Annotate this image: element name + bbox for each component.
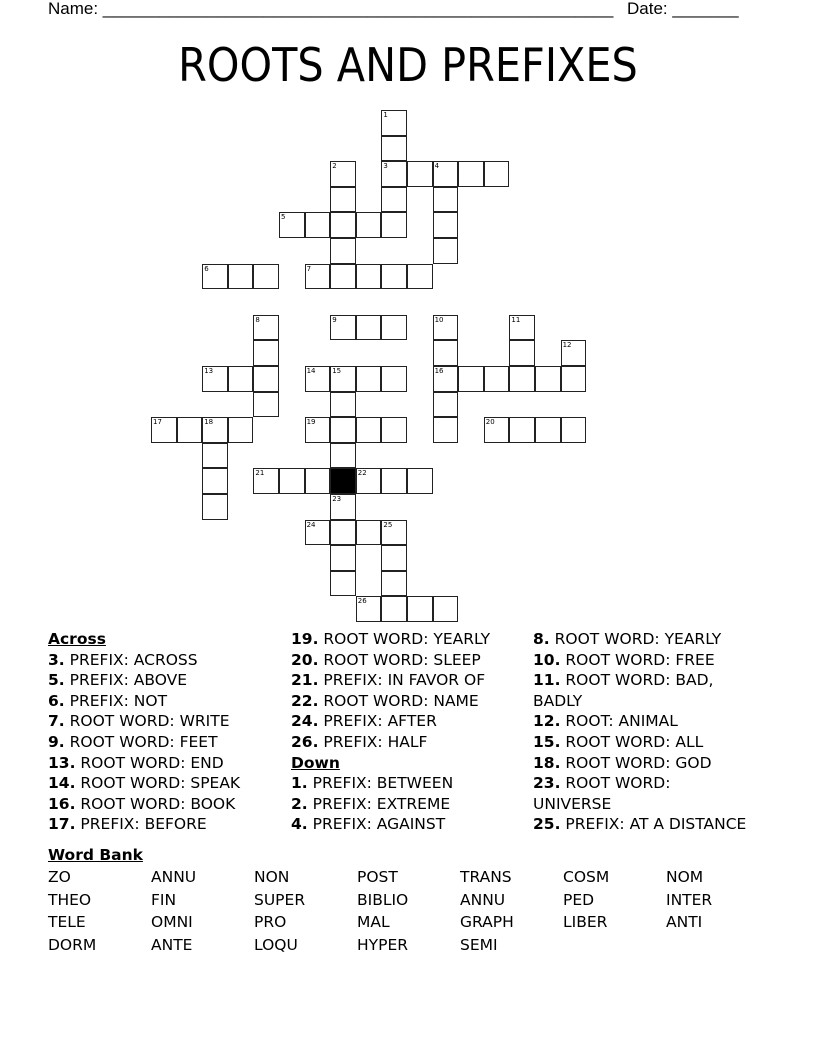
clue-down-12: 12. ROOT: ANIMAL: [533, 712, 678, 731]
cell-number: 24: [306, 520, 316, 529]
grid-cell[interactable]: [381, 596, 407, 622]
grid-cell[interactable]: [433, 596, 459, 622]
grid-cell[interactable]: [330, 264, 356, 290]
grid-cell[interactable]: [381, 545, 407, 571]
grid-cell[interactable]: [433, 161, 459, 187]
grid-cell[interactable]: [330, 443, 356, 469]
word-bank-item: LOQU: [254, 936, 298, 954]
grid-cell[interactable]: [253, 315, 279, 341]
clue-down-2: 2. PREFIX: EXTREME: [291, 794, 451, 813]
grid-cell[interactable]: [202, 264, 228, 290]
cell-number: 15: [332, 367, 342, 375]
grid-cell[interactable]: [330, 315, 356, 341]
grid-cell[interactable]: [279, 468, 305, 494]
grid-cell[interactable]: [305, 417, 331, 443]
cell-number: 17: [153, 418, 162, 427]
cell-number: 2: [332, 162, 337, 171]
clues-column-2: [291, 629, 531, 835]
grid-cell[interactable]: [356, 596, 382, 622]
grid-cell[interactable]: [381, 187, 407, 213]
clue-down-4: 4. PREFIX: AGAINST: [291, 815, 446, 834]
grid-cell[interactable]: [407, 161, 433, 187]
grid-cell[interactable]: [433, 417, 459, 443]
clue-down-10: 10. ROOT WORD: FREE: [533, 650, 715, 669]
clues-column-3: [533, 629, 763, 835]
grid-cell[interactable]: [330, 212, 356, 238]
word-bank-item: ANTI: [666, 913, 703, 931]
grid-cell[interactable]: [458, 366, 484, 392]
cell-number: 10: [434, 315, 444, 324]
grid-cell[interactable]: [484, 366, 510, 392]
grid-cell[interactable]: [561, 340, 587, 366]
grid-cell[interactable]: [330, 545, 356, 571]
grid-cell[interactable]: [330, 571, 356, 597]
clues-column-1: [48, 629, 288, 835]
grid-cell[interactable]: [509, 366, 535, 392]
grid-cell[interactable]: [253, 468, 279, 494]
clue-across-22: 22. ROOT WORD: NAME: [291, 691, 479, 710]
word-bank-item: SEMI: [460, 936, 498, 954]
cell-number: 6: [204, 264, 209, 273]
grid-cell[interactable]: [330, 238, 356, 264]
clue-down-1: 1. PREFIX: BETWEEN: [291, 774, 454, 793]
clue-down-15: 15. ROOT WORD: ALL: [533, 732, 704, 751]
grid-cell[interactable]: [177, 417, 203, 443]
clue-across-21: 21. PREFIX: IN FAVOR OF: [291, 671, 486, 690]
word-bank-item: DORM: [48, 936, 97, 954]
cell-number: 16: [434, 367, 444, 375]
word-bank-item: MAL: [357, 913, 390, 931]
word-bank-item: NOM: [666, 868, 704, 886]
cell-number: 13: [204, 367, 214, 375]
clue-down-23: 23. ROOT WORD: UNIVERSE: [533, 774, 671, 813]
word-bank-item: ZO: [48, 868, 71, 886]
grid-cell[interactable]: [381, 520, 407, 546]
grid-cell[interactable]: [202, 366, 228, 392]
clue-across-14: 14. ROOT WORD: SPEAK: [48, 774, 241, 793]
grid-cell[interactable]: [561, 366, 587, 392]
grid-cell[interactable]: [433, 212, 459, 238]
grid-cell[interactable]: [253, 392, 279, 418]
grid-cell[interactable]: [407, 264, 433, 290]
grid-cell[interactable]: [279, 212, 305, 238]
grid-cell[interactable]: [202, 443, 228, 469]
grid-cell[interactable]: [305, 520, 331, 546]
clue-down-25: 25. PREFIX: AT A DISTANCE: [533, 815, 747, 834]
grid-cell[interactable]: [381, 366, 407, 392]
clue-across-16: 16. ROOT WORD: BOOK: [48, 794, 236, 813]
grid-cell[interactable]: [433, 315, 459, 341]
clue-across-6: 6. PREFIX: NOT: [48, 691, 168, 710]
grid-cell[interactable]: [253, 340, 279, 366]
grid-cell[interactable]: [253, 264, 279, 290]
cell-number: 3: [383, 162, 388, 171]
grid-cell[interactable]: [305, 366, 331, 392]
grid-cell[interactable]: [330, 161, 356, 187]
grid-cell[interactable]: [330, 494, 356, 520]
grid-cell[interactable]: [433, 238, 459, 264]
black-cell: [330, 468, 356, 494]
cell-number: 23: [332, 495, 342, 503]
word-bank-item: POST: [357, 868, 398, 886]
grid-cell[interactable]: [381, 264, 407, 290]
word-bank-item: ANNU: [460, 891, 506, 909]
word-bank-item: ANTE: [151, 936, 193, 954]
grid-cell[interactable]: [381, 212, 407, 238]
clue-across-17: 17. PREFIX: BEFORE: [48, 815, 207, 834]
word-bank-item: ANNU: [151, 868, 197, 886]
word-bank-item: INTER: [666, 891, 713, 909]
clue-down-11: 11. ROOT WORD: BAD, BADLY: [533, 671, 714, 710]
grid-cell[interactable]: [330, 366, 356, 392]
grid-cell[interactable]: [356, 315, 382, 341]
word-bank-item: THEO: [48, 891, 92, 909]
word-bank-item: LIBER: [563, 913, 608, 931]
grid-cell[interactable]: [228, 366, 254, 392]
across-heading: Across: [48, 630, 106, 648]
grid-cell[interactable]: [509, 315, 535, 341]
clue-across-20: 20. ROOT WORD: SLEEP: [291, 650, 481, 669]
word-bank-item: SUPER: [254, 891, 306, 909]
cell-number: 26: [357, 597, 367, 606]
grid-cell[interactable]: [330, 392, 356, 418]
grid-cell[interactable]: [509, 417, 535, 443]
grid-cell[interactable]: [433, 187, 459, 213]
word-bank-item: BIBLIO: [357, 891, 409, 909]
clue-down-18: 18. ROOT WORD: GOD: [533, 753, 712, 772]
clue-across-3: 3. PREFIX: ACROSS: [48, 650, 198, 669]
grid-cell[interactable]: [356, 366, 382, 392]
grid-cell[interactable]: [305, 212, 331, 238]
grid-cell[interactable]: [509, 340, 535, 366]
word-bank-item: HYPER: [357, 936, 409, 954]
grid-cell[interactable]: [535, 417, 561, 443]
cell-number: 20: [485, 418, 495, 427]
date-field[interactable]: Date: _______: [627, 0, 739, 18]
cell-number: 1: [383, 111, 388, 119]
grid-cell[interactable]: [381, 110, 407, 136]
word-bank-heading: Word Bank: [48, 846, 143, 864]
grid-cell[interactable]: [535, 366, 561, 392]
clue-across-9: 9. ROOT WORD: FEET: [48, 732, 218, 751]
clue-across-7: 7. ROOT WORD: WRITE: [48, 712, 230, 731]
grid-cell[interactable]: [356, 264, 382, 290]
cell-number: 9: [332, 315, 337, 324]
cell-number: 11: [511, 315, 521, 324]
word-bank-item: GRAPH: [460, 913, 514, 931]
clue-across-24: 24. PREFIX: AFTER: [291, 712, 437, 731]
clue-across-13: 13. ROOT WORD: END: [48, 753, 224, 772]
page-title: ROOTS AND PREFIXES: [178, 38, 638, 92]
grid-cell[interactable]: [330, 520, 356, 546]
word-bank-item: OMNI: [151, 913, 193, 931]
cell-number: 14: [306, 367, 316, 375]
cell-number: 7: [306, 264, 312, 273]
grid-cell[interactable]: [330, 187, 356, 213]
cell-number: 18: [204, 418, 214, 427]
cell-number: 22: [357, 469, 367, 478]
name-field[interactable]: Name: ______________________________________________________: [48, 0, 614, 18]
grid-cell[interactable]: [484, 161, 510, 187]
grid-cell[interactable]: [381, 136, 407, 162]
cell-number: 19: [306, 418, 316, 427]
cell-number: 5: [281, 213, 286, 222]
cell-number: 12: [562, 341, 572, 350]
grid-cell[interactable]: [381, 161, 407, 187]
grid-cell[interactable]: [381, 417, 407, 443]
clue-across-26: 26. PREFIX: HALF: [291, 732, 428, 751]
word-bank-item: FIN: [151, 891, 177, 909]
grid-cell[interactable]: [433, 366, 459, 392]
word-bank-item: TRANS: [460, 868, 512, 886]
grid-cell[interactable]: [202, 494, 228, 520]
grid-cell[interactable]: [305, 264, 331, 290]
grid-cell[interactable]: [561, 417, 587, 443]
word-bank-item: NON: [254, 868, 290, 886]
grid-cell[interactable]: [484, 417, 510, 443]
grid-cell[interactable]: [356, 417, 382, 443]
cell-number: 21: [255, 469, 265, 478]
grid-cell[interactable]: [381, 571, 407, 597]
grid-cell[interactable]: [407, 596, 433, 622]
grid-cell[interactable]: [433, 392, 459, 418]
grid-cell[interactable]: [228, 417, 254, 443]
grid-cell[interactable]: [356, 212, 382, 238]
grid-cell[interactable]: [202, 468, 228, 494]
grid-cell[interactable]: [228, 264, 254, 290]
grid-cell[interactable]: [305, 468, 331, 494]
grid-cell[interactable]: [458, 161, 484, 187]
cell-number: 25: [383, 520, 393, 529]
cell-number: 4: [434, 162, 440, 171]
grid-cell[interactable]: [202, 417, 228, 443]
grid-cell[interactable]: [381, 315, 407, 341]
word-bank-item: TELE: [48, 913, 86, 931]
word-bank-item: PRO: [254, 913, 287, 931]
grid-cell[interactable]: [356, 468, 382, 494]
down-heading: Down: [291, 753, 340, 772]
grid-cell[interactable]: [330, 417, 356, 443]
clue-down-8: 8. ROOT WORD: YEARLY: [533, 630, 722, 648]
cell-number: 8: [255, 315, 260, 324]
grid-cell[interactable]: [433, 340, 459, 366]
grid-cell[interactable]: [253, 366, 279, 392]
clue-across-5: 5. PREFIX: ABOVE: [48, 671, 188, 690]
grid-cell[interactable]: [356, 520, 382, 546]
clue-across-19: 19. ROOT WORD: YEARLY: [291, 630, 491, 648]
word-bank-item: PED: [563, 891, 595, 909]
grid-cell[interactable]: [407, 468, 433, 494]
word-bank-item: COSM: [563, 868, 610, 886]
grid-cell[interactable]: [381, 468, 407, 494]
grid-cell[interactable]: [151, 417, 177, 443]
